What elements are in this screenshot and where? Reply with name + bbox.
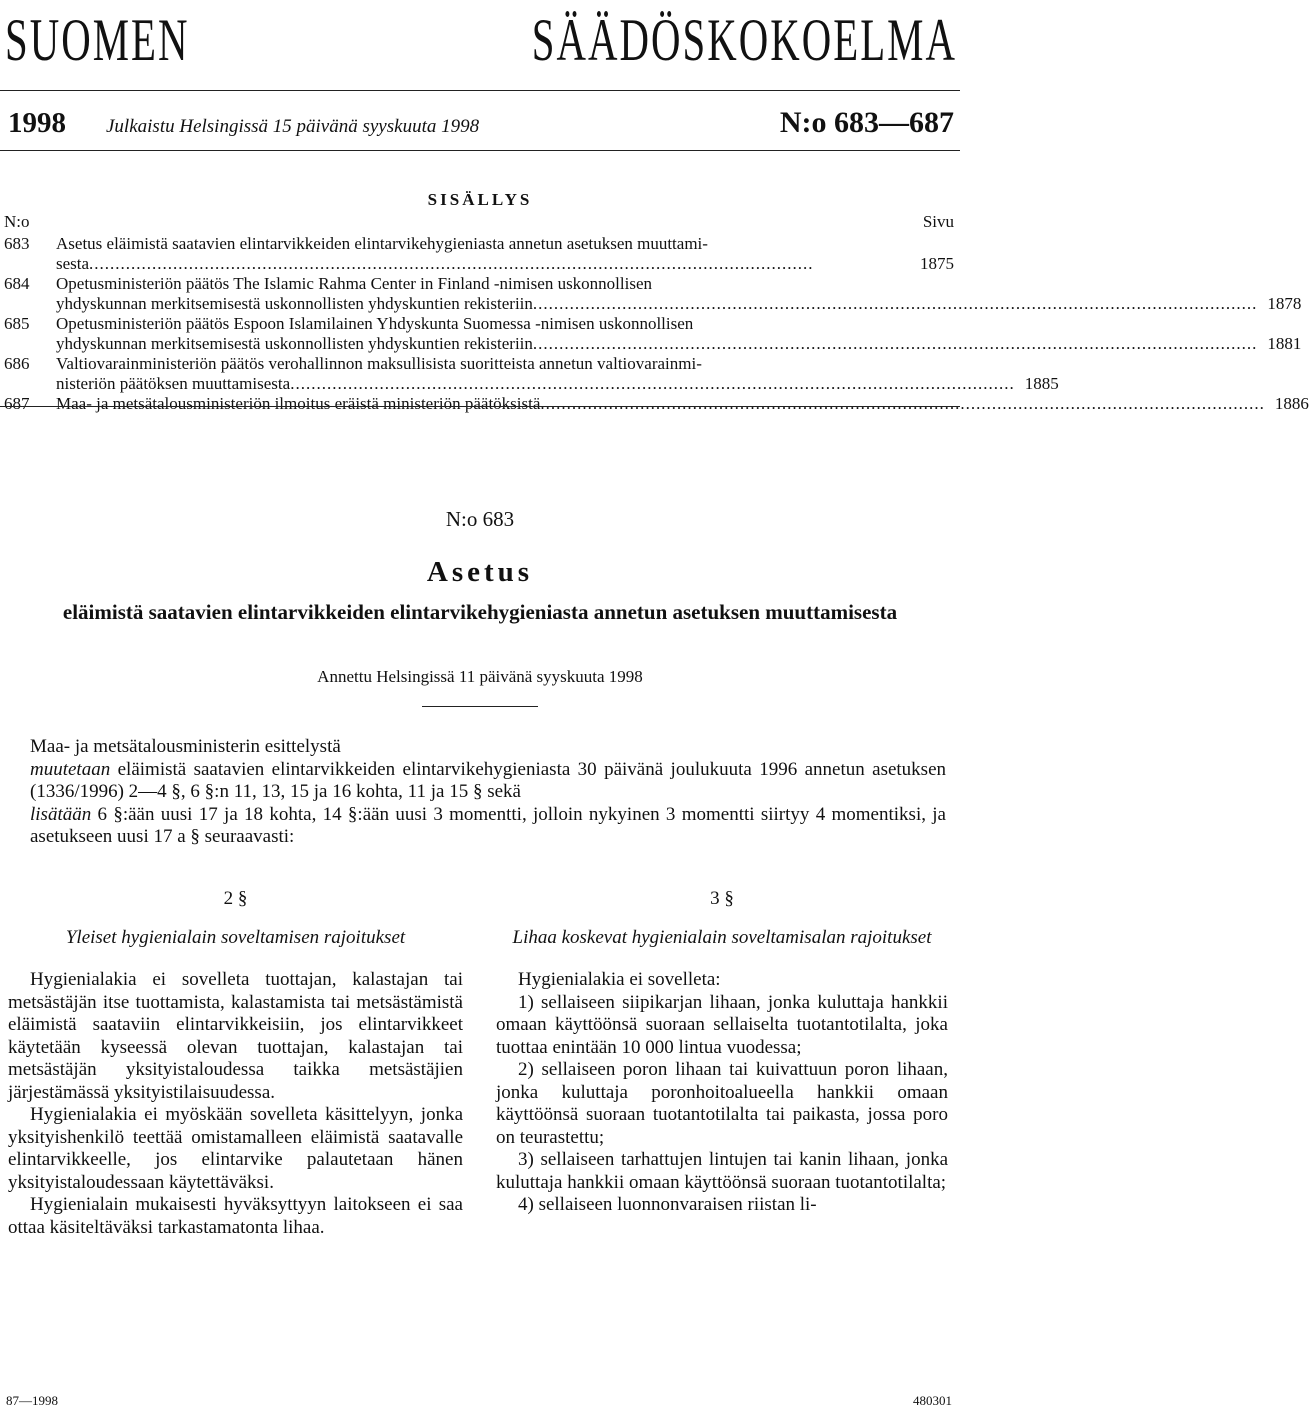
section-2 [8,888,463,1239]
issue-row [8,106,954,146]
toc-item-page: 1881 [1267,333,1302,353]
toc-item-page: 1885 [1024,373,1059,393]
toc-item[interactable] [4,234,954,273]
toc-item-number: 684 [4,274,30,293]
toc-item-page: 1878 [1267,293,1302,313]
section-paragraph: Hygienialakia ei sovelleta: [518,969,721,990]
publication-date: Julkaistu Helsingissä 15 päivänä syyskuuta 1998 [106,116,480,137]
document-date: Annettu Helsingissä 11 päivänä syyskuuta 1998 [317,667,643,686]
section-list-item: 4) sellaiseen luonnonvaraisen riistan li- [518,1194,817,1215]
section-paragraph: Hygienialain mukaisesti hyväksyttyyn laitokseen ei saa ottaa käsiteltäväksi tarkastamatonta lihaa. [8,1194,463,1238]
toc-item-number: 687 [4,394,30,413]
section-title: Lihaa koskevat hygienialain soveltamisalan rajoitukset [512,926,932,948]
document-number: N:o 683 [445,507,515,531]
header-rule-top [0,90,960,91]
toc-item-page: 1875 [920,253,954,273]
section-heading: 3 § [710,888,734,909]
section-list-item: 3) sellaiseen tarhattujen lintujen tai kanin lihaan, jonka kuluttaja hankkii omaan käyttöönsä suoraan tuotantotilalta; [496,1149,948,1193]
amend-text: eläimistä saatavien elintarvikkeiden elintarvikehygieniasta 30 päivänä joulukuuta 1996 annetun asetuksen (1336/1996) 2—4 §, 6 §:n 11, 13, 15 ja 16 kohta, 11 ja 15 § sekä [30,758,946,802]
toc-item-title: Asetus eläimistä saatavien elintarvikkeiden elintarvikehygieniasta annetun asetuksen muuttami- [56,234,708,253]
toc-col-page: Sivu [922,212,954,231]
toc-item-title-cont: sesta [56,253,90,273]
addition-clause [30,804,946,849]
preamble [30,736,946,849]
add-text: 6 §:ään uusi 17 ja 18 kohta, 14 §:ään uusi 3 momentti, jolloin nykyinen 3 momentti siirtyy 4 momentiksi, ja asetukseen uusi 17 a § seuraavasti: [30,803,946,847]
section-paragraph: Hygienialakia ei sovelleta tuottajan, kalastajan tai metsästäjän itse tuottamista, kalastamista tai metsästämistä eläimistä saataviin elintarvikkeisiin, jos elintarvikkeet käytetään kyseessä olevan tuottajan, kalastajan tai metsästäjän yksityistaloudessa taikka metsästäjien järjestämässä yksityistilaisuudessa. [8,969,463,1103]
toc-item[interactable] [4,274,1302,313]
toc-item-title-cont: yhdyskunnan merkitsemisestä uskonnollisten yhdyskuntien rekisteriin [56,333,533,353]
toc-item-title: Maa- ja metsätalousministeriön ilmoitus eräistä ministeriön päätöksistä [56,394,541,413]
publication-title: SUOMEN SÄÄDÖSKOKOELMA [5,7,957,73]
issue-numbers: N:o 683—687 [779,106,954,139]
amend-keyword: muutetaan [30,758,111,780]
toc-item[interactable] [4,314,1302,353]
section-3 [496,888,948,1217]
toc-leader: .......................................................................................................................................... [89,253,814,273]
document-type: Asetus [426,556,534,588]
toc-leader: .......................................................................................................................................... [540,394,1265,413]
section-paragraph: Hygienialakia ei myöskään sovelleta käsittelyyn, jonka yksityishenkilö teettää omistamalleen eläimistä saatavalle elintarvikkeelle, jos elintarvike palautetaan hänen yksityistaloudessaan käytettäväksi. [8,1104,463,1193]
header-rule-bottom [0,150,960,151]
toc-item-number: 685 [4,314,30,333]
masthead [5,4,955,76]
footer-code-right: 480301 [913,1393,952,1408]
table-of-contents [4,234,1309,415]
toc-item-title: Opetusministeriön päätös The Islamic Rahma Center in Finland -nimisen uskonnollisen [56,274,653,293]
toc-item[interactable] [4,394,1309,414]
amendment-clause [30,759,946,804]
section-heading: 2 § [223,888,248,909]
toc-leader: .......................................................................................................................................... [532,293,1258,313]
toc-item-number: 686 [4,354,30,373]
add-keyword: lisätään [30,803,92,825]
presenter-line: Maa- ja metsätalousministerin esittelystä [30,736,341,757]
issue-year: 1998 [8,107,66,139]
toc-item-page: 1886 [1274,394,1309,413]
toc-heading: SISÄLLYS [427,190,533,209]
toc-item-title: Opetusministeriön päätös Espoon Islamilainen Yhdyskunta Suomessa -nimisen uskonnollisen [56,314,694,333]
toc-leader: .......................................................................................................................................... [290,373,1015,393]
title-divider [422,706,538,707]
toc-item-title: Valtiovarainministeriön päätös verohallinnon maksullisista suoritteista annetun valtiovarainmi- [56,354,702,373]
section-title: Yleiset hygienialain soveltamisen rajoitukset [65,926,406,948]
footer-code-left: 87—1998 [6,1393,58,1408]
toc-item[interactable] [4,354,1059,393]
toc-rule [0,406,960,407]
toc-column-headers [4,212,954,232]
section-list-item: 1) sellaiseen siipikarjan lihaan, jonka kuluttaja hankkii omaan käyttöönsä suoraan sellaiselta tuotantotilalta, joka tuottaa enintään 10 000 lintua vuodessa; [496,991,948,1058]
toc-item-title-cont: nisteriön päätöksen muuttamisesta [56,373,291,393]
toc-item-title-cont: yhdyskunnan merkitsemisestä uskonnollisten yhdyskuntien rekisteriin [56,293,533,313]
toc-leader: .......................................................................................................................................... [532,333,1258,353]
toc-item-number: 683 [4,234,30,253]
document-title: eläimistä saatavien elintarvikkeiden elintarvikehygieniasta annetun asetuksen muuttamisesta [62,600,898,624]
toc-col-number: N:o [4,212,30,231]
section-list-item: 2) sellaiseen poron lihaan tai kuivattuun poron lihaan, jonka kuluttaja poronhoitoalueella hankkii omaan käyttöönsä suoraan tuotantotilalta tai paikasta, jossa poro on teurastettu; [496,1059,948,1148]
